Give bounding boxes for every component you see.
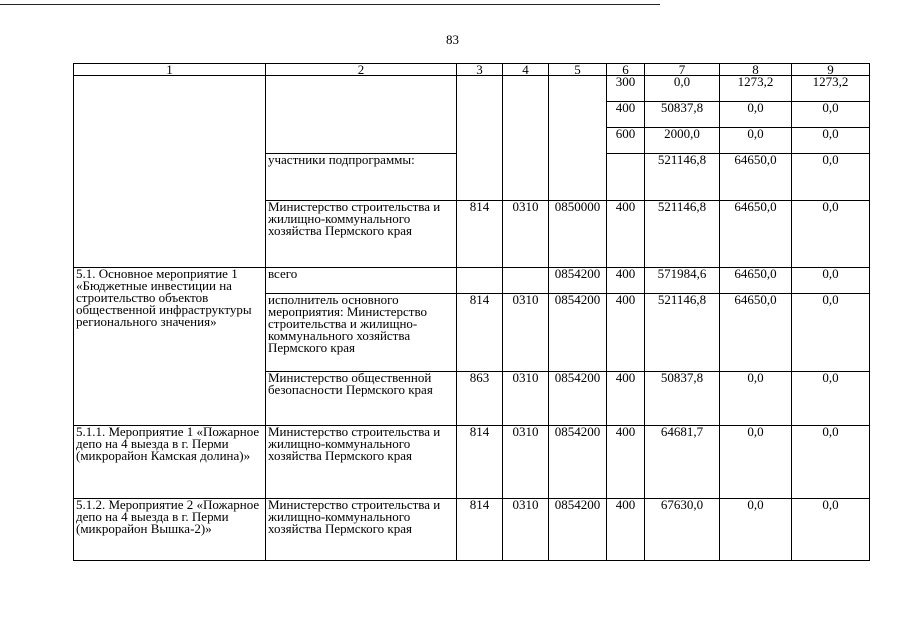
table-cell: 0,0 xyxy=(720,372,792,426)
table-cell: 1273,2 xyxy=(792,76,870,102)
table-cell: 521146,8 xyxy=(645,294,720,372)
table-cell: Министерство строительства и жилищно-коммунального хозяйства Пермского края xyxy=(266,426,457,499)
table-cell: 64681,7 xyxy=(645,426,720,499)
table-cell: 0854200 xyxy=(549,426,607,499)
top-rule xyxy=(0,4,660,5)
table-cell: 64650,0 xyxy=(720,154,792,201)
table-cell: 0,0 xyxy=(645,76,720,102)
table-cell: 0854200 xyxy=(549,268,607,294)
table-cell: 300 xyxy=(607,76,645,102)
table-cell: Министерство строительства и жилищно-коммунального хозяйства Пермского края xyxy=(266,499,457,561)
table-cell: 0,0 xyxy=(792,268,870,294)
table-cell: 400 xyxy=(607,294,645,372)
table-cell: 0,0 xyxy=(720,426,792,499)
table-cell: 0310 xyxy=(503,426,549,499)
table-cell: 0310 xyxy=(503,499,549,561)
table-cell xyxy=(74,76,266,268)
table-cell: 814 xyxy=(457,201,503,268)
column-header: 7 xyxy=(645,64,720,76)
table-cell: участники подпрограммы: xyxy=(266,154,457,201)
table-cell: 0,0 xyxy=(792,294,870,372)
table-cell xyxy=(549,76,607,201)
table-cell: 67630,0 xyxy=(645,499,720,561)
table-cell: 814 xyxy=(457,294,503,372)
table-cell: 400 xyxy=(607,426,645,499)
column-header: 1 xyxy=(74,64,266,76)
table-cell xyxy=(457,76,503,201)
table-cell: 0850000 xyxy=(549,201,607,268)
table-cell: 0,0 xyxy=(720,499,792,561)
table-cell: 400 xyxy=(607,372,645,426)
activity-name-cell: 5.1. Основное мероприятие 1 «Бюджетные инвестиции на строительство объектов общественной инфраструктуры регионального значения» xyxy=(74,268,266,426)
table-cell: 0,0 xyxy=(792,102,870,128)
table-cell: 0,0 xyxy=(792,372,870,426)
column-header: 5 xyxy=(549,64,607,76)
table-cell: 521146,8 xyxy=(645,154,720,201)
table-cell: 0,0 xyxy=(792,201,870,268)
table-cell: 400 xyxy=(607,268,645,294)
table-cell: 863 xyxy=(457,372,503,426)
table-row xyxy=(74,76,870,102)
table-cell xyxy=(503,268,549,294)
table-row xyxy=(74,426,870,499)
page-number: 83 xyxy=(446,32,459,47)
activity-name-cell: 5.1.1. Мероприятие 1 «Пожарное депо на 4 выезда в г. Перми (микрорайон Камская долина)» xyxy=(74,426,266,499)
table-cell: 814 xyxy=(457,426,503,499)
table-cell: 400 xyxy=(607,201,645,268)
table-cell: 400 xyxy=(607,499,645,561)
column-header: 2 xyxy=(266,64,457,76)
table-cell: 50837,8 xyxy=(645,372,720,426)
table-cell: 0,0 xyxy=(720,128,792,154)
column-header: 3 xyxy=(457,64,503,76)
table-cell: 0310 xyxy=(503,372,549,426)
table-cell: всего xyxy=(266,268,457,294)
table-cell: 0,0 xyxy=(720,102,792,128)
table-row xyxy=(74,499,870,561)
table-cell xyxy=(457,268,503,294)
column-header: 4 xyxy=(503,64,549,76)
table-row xyxy=(74,268,870,294)
table-cell: Министерство строительства и жилищно-коммунального хозяйства Пермского края xyxy=(266,201,457,268)
table-cell: 50837,8 xyxy=(645,102,720,128)
table-cell: 64650,0 xyxy=(720,294,792,372)
budget-table xyxy=(73,63,870,561)
table-cell: 521146,8 xyxy=(645,201,720,268)
table-cell: 0,0 xyxy=(792,426,870,499)
table-cell: Министерство общественной безопасности Пермского края xyxy=(266,372,457,426)
table-cell: 571984,6 xyxy=(645,268,720,294)
activity-name-cell: 5.1.2. Мероприятие 2 «Пожарное депо на 4 выезда в г. Перми (микрорайон Вышка-2)» xyxy=(74,499,266,561)
table-cell: 0,0 xyxy=(792,154,870,201)
table-cell: 0854200 xyxy=(549,499,607,561)
table-cell xyxy=(266,76,457,154)
column-header: 9 xyxy=(792,64,870,76)
table-cell: 0310 xyxy=(503,294,549,372)
table-cell: 64650,0 xyxy=(720,268,792,294)
table-cell xyxy=(607,154,645,201)
table-cell xyxy=(503,76,549,201)
table-cell: 0,0 xyxy=(792,499,870,561)
table-cell: 400 xyxy=(607,102,645,128)
table-cell: 0854200 xyxy=(549,294,607,372)
column-numbers-row xyxy=(74,64,870,76)
column-header: 6 xyxy=(607,64,645,76)
table-cell: 64650,0 xyxy=(720,201,792,268)
table-cell: 600 xyxy=(607,128,645,154)
table-cell: исполнитель основного мероприятия: Министерство строительства и жилищно-коммунального хозяйства Пермского края xyxy=(266,294,457,372)
table-cell: 0310 xyxy=(503,201,549,268)
column-header: 8 xyxy=(720,64,792,76)
table-cell: 2000,0 xyxy=(645,128,720,154)
table-cell: 0,0 xyxy=(792,128,870,154)
table-cell: 1273,2 xyxy=(720,76,792,102)
table-cell: 0854200 xyxy=(549,372,607,426)
table-cell: 814 xyxy=(457,499,503,561)
